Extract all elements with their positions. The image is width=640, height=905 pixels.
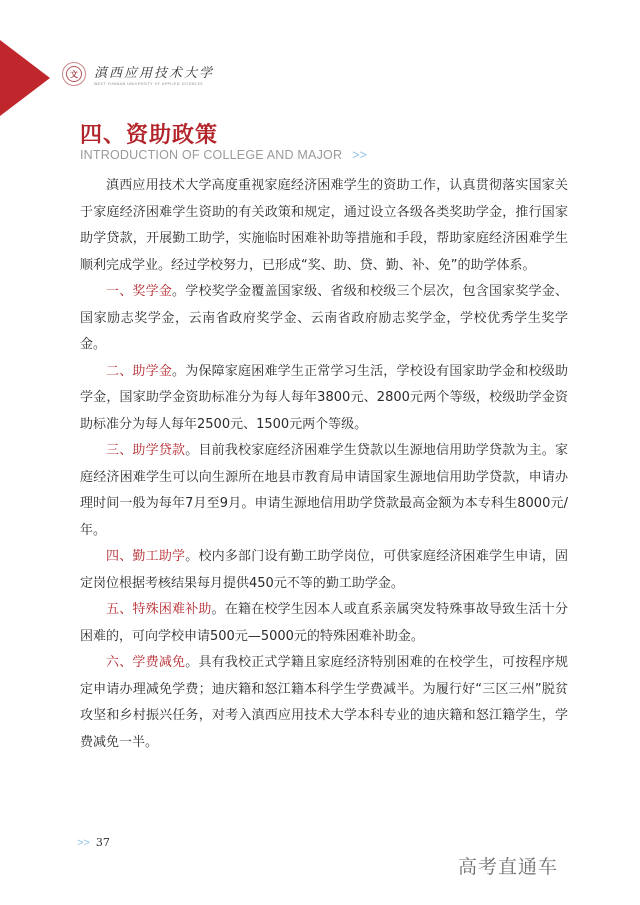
seal-glyph: 文 [66,66,82,82]
red-triangle-decoration [0,40,50,116]
tuition-waiver-paragraph [80,650,568,756]
work-study-paragraph [80,544,568,597]
section-title: 四、资助政策 [80,123,219,148]
double-chevron-icon: >> [352,148,368,162]
page-number: 37 [95,836,110,849]
body-content [80,173,568,756]
paragraph-heading: 六、学费减免 [106,655,186,670]
paragraph-text: 。在籍在校学生因本人或直系亲属突发特殊事故导致生活十分困难的，可向学校申请500元—5000元的特殊困难补助金。 [80,602,568,644]
paragraph-text: 滇西应用技术大学高度重视家庭经济困难学生的资助工作，认真贯彻落实国家关于家庭经济困难学生资助的有关政策和规定，通过设立各级各类奖助学金，推行国家助学贷款，开展勤工助学，实施临时困难补助等措施和手段，帮助家庭经济困难学生顺利完成学业。经过学校努力，已形成“奖、助、贷、勤、补、免”的助学体系。 [80,178,568,273]
page-footer [77,836,110,849]
hardship-subsidy-paragraph [80,597,568,650]
university-logo [62,62,214,86]
grant-paragraph [80,359,568,439]
paragraph-heading: 一、奖学金 [106,284,173,299]
paragraph-heading: 五、特殊困难补助 [106,602,212,617]
logo-text [94,62,214,86]
paragraph-text: 。校内多部门设有勤工助学岗位，可供家庭经济困难学生申请，固定岗位根据考核结果每月提供450元不等的勤工助学金。 [80,549,568,591]
scholarship-paragraph [80,279,568,359]
university-name-en: WEST YUNNAN UNIVERSITY OF APPLIED SCIENCES [94,82,203,86]
section-subtitle [80,148,367,162]
intro-paragraph [80,173,568,279]
paragraph-heading: 二、助学金 [106,363,173,379]
paragraph-text: 。学校奖学金覆盖国家级、省级和校级三个层次，包含国家奖学金、国家励志奖学金，云南省政府奖学金、云南省政府励志奖学金，学校优秀学生奖学金。 [80,284,568,352]
watermark: 高考直通车 [458,856,559,878]
double-chevron-icon: >> [77,837,90,849]
loan-paragraph [80,438,568,544]
paragraph-heading: 三、助学贷款 [106,443,186,458]
paragraph-text: 。为保障家庭困难学生正常学习生活，学校设有国家助学金和校级助学金，国家助学金资助标准分为每人每年3800元、2800元两个等级，校级助学金资助标准分为每人每年2500元、1500元两个等级。 [80,363,568,432]
university-name-cn: 滇西应用技术大学 [94,66,215,81]
section-subtitle-text: INTRODUCTION OF COLLEGE AND MAJOR [80,148,343,162]
paragraph-text: 。具有我校正式学籍且家庭经济特别困难的在校学生，可按程序规定申请办理减免学费；迪庆籍和怒江籍本科学生学费减半。为履行好“三区三州”脱贫攻坚和乡村振兴任务，对考入滇西应用技术大学本科专业的迪庆籍和怒江籍学生，学费减免一半。 [80,655,568,750]
university-seal-icon [62,62,86,86]
paragraph-text: 。目前我校家庭经济困难学生贷款以生源地信用助学贷款为主。家庭经济困难学生可以向生源所在地县市教育局申请国家生源地信用助学贷款，申请办理时间一般为每年7月至9月。申请生源地信用助学贷款最高金额为本专科生8000元/年。 [80,443,568,538]
paragraph-heading: 四、勤工助学 [106,549,186,564]
